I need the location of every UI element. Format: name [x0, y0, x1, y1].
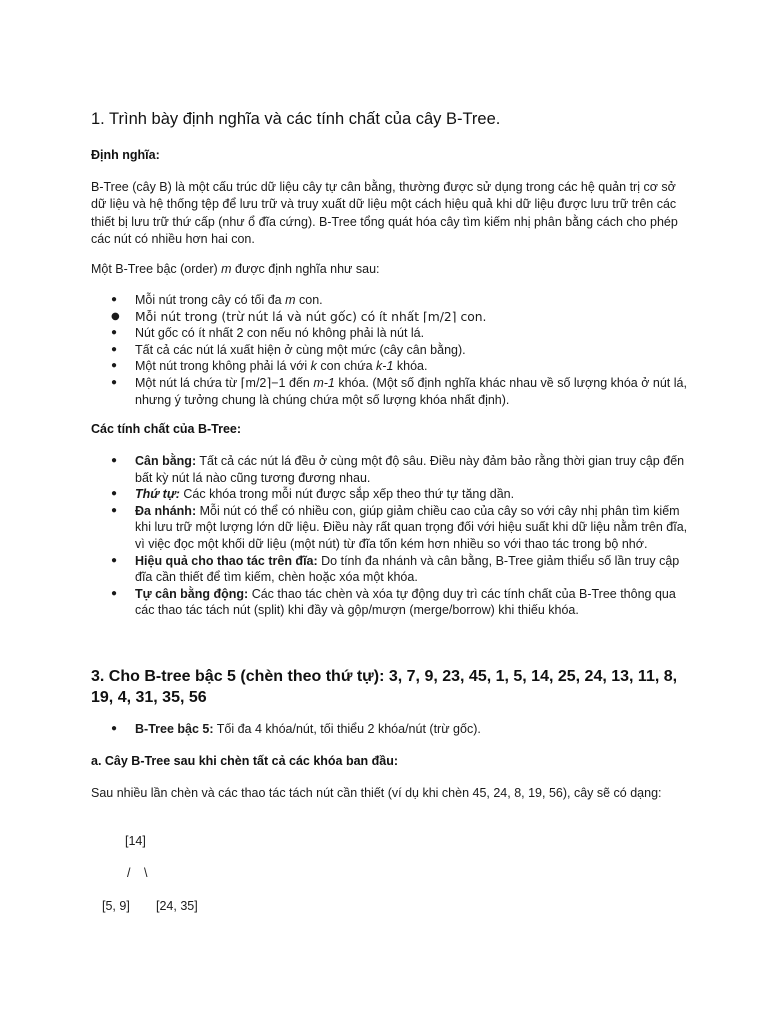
definition-paragraph: B-Tree (cây B) là một cấu trúc dữ liệu cây tự cân bằng, thường được sử dụng trong các hệ quản trị cơ sở dữ liệu và hệ thống tệp để lưu trữ và truy xuất dữ liệu một cách hiệu quả khi dữ liệu được lưu trữ trên các thiết bị lưu trữ thứ cấp (như ổ đĩa cứng). B-Tree tổng quát hóa cây tìm kiếm nhị phân bằng cách cho phép các nút có nhiều hơn hai con.: [91, 180, 678, 246]
list-item: ● Đa nhánh: Mỗi nút có thể có nhiều con, giúp giảm chiều cao của cây so với cây nhị phân tìm kiếm khi lưu trữ một lượng lớn dữ liệu. Điều này rất quan trọng đối với hiệu suất khi dữ liệu nằm trên đĩa, vì việc đọc một khối dữ liệu (một nút) từ đĩa tốn kém hơn nhiều so với thao tác trong bộ nhớ.: [91, 503, 691, 553]
properties-list: [91, 453, 691, 619]
list-item: ● Một nút trong không phải lá với k con chứa k-1 khóa.: [91, 358, 691, 375]
tree-root-node: [14]: [125, 834, 146, 848]
question-3-title: 3. Cho B-tree bậc 5 (chèn theo thứ tự): 3, 7, 9, 23, 45, 1, 5, 14, 25, 24, 13, 11, 8, 19, 4, 31, 35, 56: [91, 668, 678, 706]
list-item: ● Cân bằng: Tất cả các nút lá đều ở cùng một độ sâu. Điều này đảm bảo rằng thời gian truy cập đến bất kỳ nút lá nào cũng tương đương nhau.: [91, 453, 691, 486]
tree-left-node: [5, 9]: [102, 899, 130, 913]
order-intro: Một B-Tree bậc (order) m được định nghĩa như sau:: [91, 262, 380, 276]
tree-left-branch: /: [127, 866, 131, 880]
list-item: ● Hiệu quả cho thao tác trên đĩa: Do tính đa nhánh và cân bằng, B-Tree giảm thiểu số lần truy cập đĩa cần thiết để tìm kiếm, chèn hoặc xóa một khóa.: [91, 553, 691, 586]
tree-right-node: [24, 35]: [156, 899, 198, 913]
part-a-paragraph: Sau nhiều lần chèn và các thao tác tách nút cần thiết (ví dụ khi chèn 45, 24, 8, 19, 56), cây sẽ có dạng:: [91, 786, 662, 800]
list-item: ● Mỗi nút trong cây có tối đa m con.: [91, 292, 691, 309]
tree-right-branch: \: [144, 866, 148, 880]
properties-heading: Các tính chất của B-Tree:: [91, 422, 242, 436]
part-a-heading: a. Cây B-Tree sau khi chèn tất cả các khóa ban đầu:: [91, 754, 399, 768]
list-item: ● Mỗi nút trong (trừ nút lá và nút gốc) có ít nhất ⌈m/2⌉ con.: [91, 309, 691, 326]
list-item: ● B-Tree bậc 5: Tối đa 4 khóa/nút, tối thiểu 2 khóa/nút (trừ gốc).: [91, 721, 691, 738]
list-item: ● Một nút lá chứa từ ⌈m/2⌉−1 đến m-1 khóa. (Một số định nghĩa khác nhau về số lượng khóa ở nút lá, nhưng ý tưởng chung là chúng chứa một số lượng khóa nhất định).: [91, 375, 691, 408]
list-item: ● Tất cả các nút lá xuất hiện ở cùng một mức (cây cân bằng).: [91, 342, 691, 359]
list-item: ● Thứ tự: Các khóa trong mỗi nút được sắp xếp theo thứ tự tăng dần.: [91, 486, 691, 503]
list-item: ● Nút gốc có ít nhất 2 con nếu nó không phải là nút lá.: [91, 325, 691, 342]
definition-heading: Định nghĩa:: [91, 148, 160, 162]
question-1-title: 1. Trình bày định nghĩa và các tính chất của cây B-Tree.: [91, 110, 501, 128]
order-5-list: [91, 721, 691, 738]
definition-list: [91, 292, 691, 408]
list-item: ● Tự cân bằng động: Các thao tác chèn và xóa tự động duy trì các tính chất của B-Tree thông qua các thao tác tách nút (split) khi đầy và gộp/mượn (merge/borrow) khi thiếu khóa.: [91, 586, 691, 619]
